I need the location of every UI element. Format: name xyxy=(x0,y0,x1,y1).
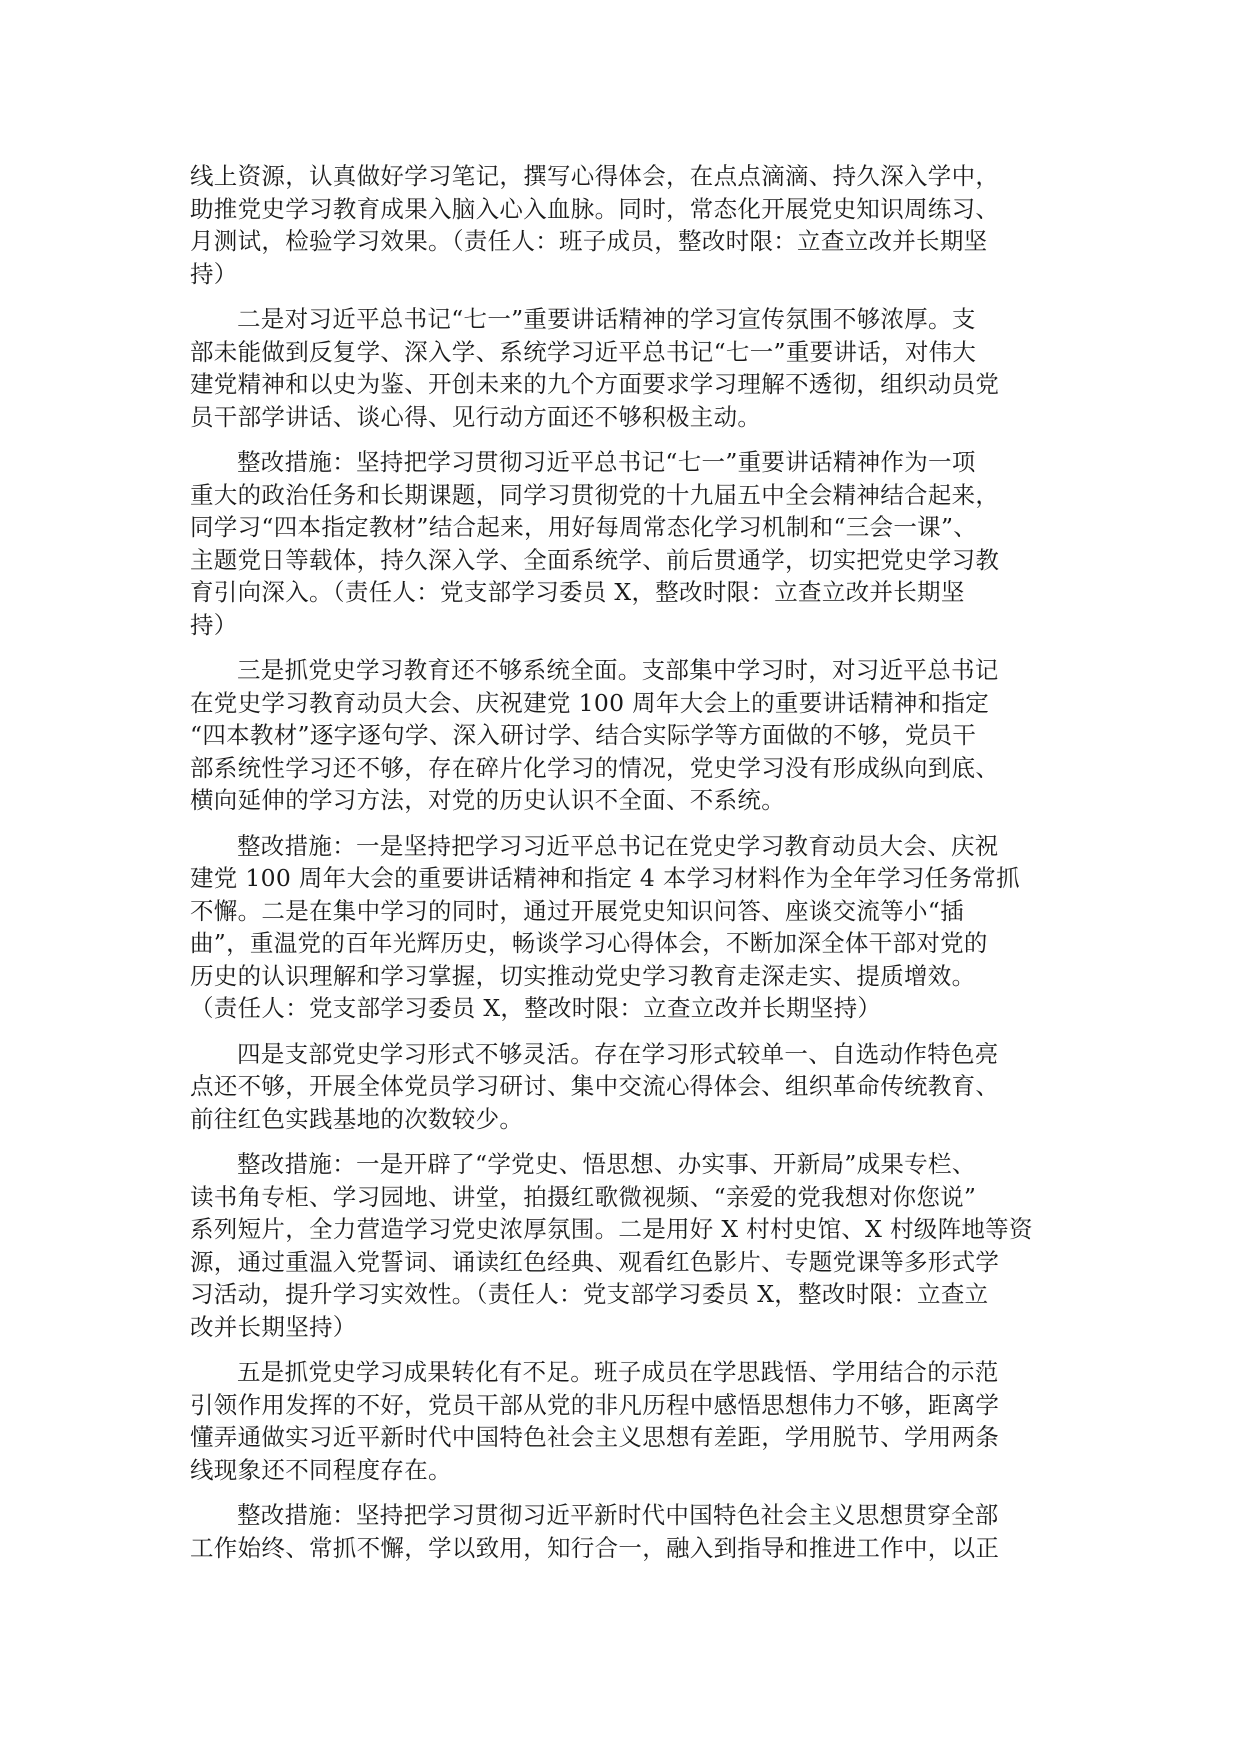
paragraph-measure-4: 整改措施：一是开辟了“学党史、悟思想、办实事、开新局”成果专栏、 读书角专柜、学习园地、讲堂，拍摄红歌微视频、“亲爱的党我想对你您说” 系列短片，全力营造学习党史浓厚氛围。二是用好 X 村村史馆、X 村级阵地等资 源，通过重温入党誓词、诵读红色经典、观看红色影片、专题党课等多形式学 习活动，提升学习实效性。（责任人：党支部学习委员 X，整改时限：立查立 改并长期坚持） xyxy=(190,1150,1033,1341)
paragraph-problem-2: 二是对习近平总书记“七一”重要讲话精神的学习宣传氛围不够浓厚。支 部未能做到反复学、深入学、系统学习近平总书记“七一”重要讲话，对伟大 建党精神和以史为鉴、开创未来的九个方面要求学习理解不透彻，组织动员党 员干部学讲话、谈心得、见行动方面还不够积极主动。 xyxy=(190,305,1000,431)
paragraph-problem-5: 五是抓党史学习成果转化有不足。班子成员在学思践悟、学用结合的示范 引领作用发挥的不好，党员干部从党的非凡历程中感悟思想伟力不够，距离学 懂弄通做实习近平新时代中国特色社会主义思想有差距，学用脱节、学用两条 线现象还不同程度存在。 xyxy=(190,1358,1000,1484)
paragraph-problem-3: 三是抓党史学习教育还不够系统全面。支部集中学习时，对习近平总书记 在党史学习教育动员大会、庆祝建党 100 周年大会上的重要讲话精神和指定 “四本教材”逐字逐句学、深入研讨学、结合实际学等方面做的不够，党员干 部系统性学习还不够，存在碎片化学习的情况，党史学习没有形成纵向到底、 横向延伸的学习方法，对党的历史认识不全面、不系统。 xyxy=(190,656,1000,814)
paragraph-continuation: 线上资源，认真做好学习笔记，撰写心得体会，在点点滴滴、持久深入学中， 助推党史学习教育成果入脑入心入血脉。同时，常态化开展党史知识周练习、 月测试，检验学习效果。（责任人：班子成员，整改时限：立查立改并长期坚 持） xyxy=(190,162,1000,288)
paragraph-problem-4: 四是支部党史学习形式不够灵活。存在学习形式较单一、自选动作特色亮 点还不够，开展全体党员学习研讨、集中交流心得体会、组织革命传统教育、 前往红色实践基地的次数较少。 xyxy=(190,1039,1000,1133)
paragraph-measure-5: 整改措施：坚持把学习贯彻习近平新时代中国特色社会主义思想贯穿全部 工作始终、常抓不懈，学以致用，知行合一，融入到指导和推进工作中，以正 xyxy=(190,1501,1000,1562)
paragraph-measure-3: 整改措施：一是坚持把学习习近平总书记在党史学习教育动员大会、庆祝 建党 100 周年大会的重要讲话精神和指定 4 本学习材料作为全年学习任务常抓 不懈。二是在集中学习的同时，通过开展党史知识问答、座谈交流等小“插 曲”，重温党的百年光辉历史，畅谈学习心得体会，不断加深全体干部对党的 历史的认识理解和学习掌握，切实推动党史学习教育走深走实、提质增效。 （责任人：党支部学习委员 X，整改时限：立查立改并长期坚持） xyxy=(190,831,1020,1022)
document-body xyxy=(190,160,1050,1577)
paragraph-measure-2: 整改措施：坚持把学习贯彻习近平总书记“七一”重要讲话精神作为一项 重大的政治任务和长期课题，同学习贯彻党的十九届五中全会精神结合起来， 同学习“四本指定教材”结合起来，用好每周常态化学习机制和“三会一课”、 主题党日等载体，持久深入学、全面系统学、前后贯通学，切实把党史学习教 育引向深入。（责任人：党支部学习委员 X，整改时限：立查立改并长期坚 持） xyxy=(190,448,1000,639)
